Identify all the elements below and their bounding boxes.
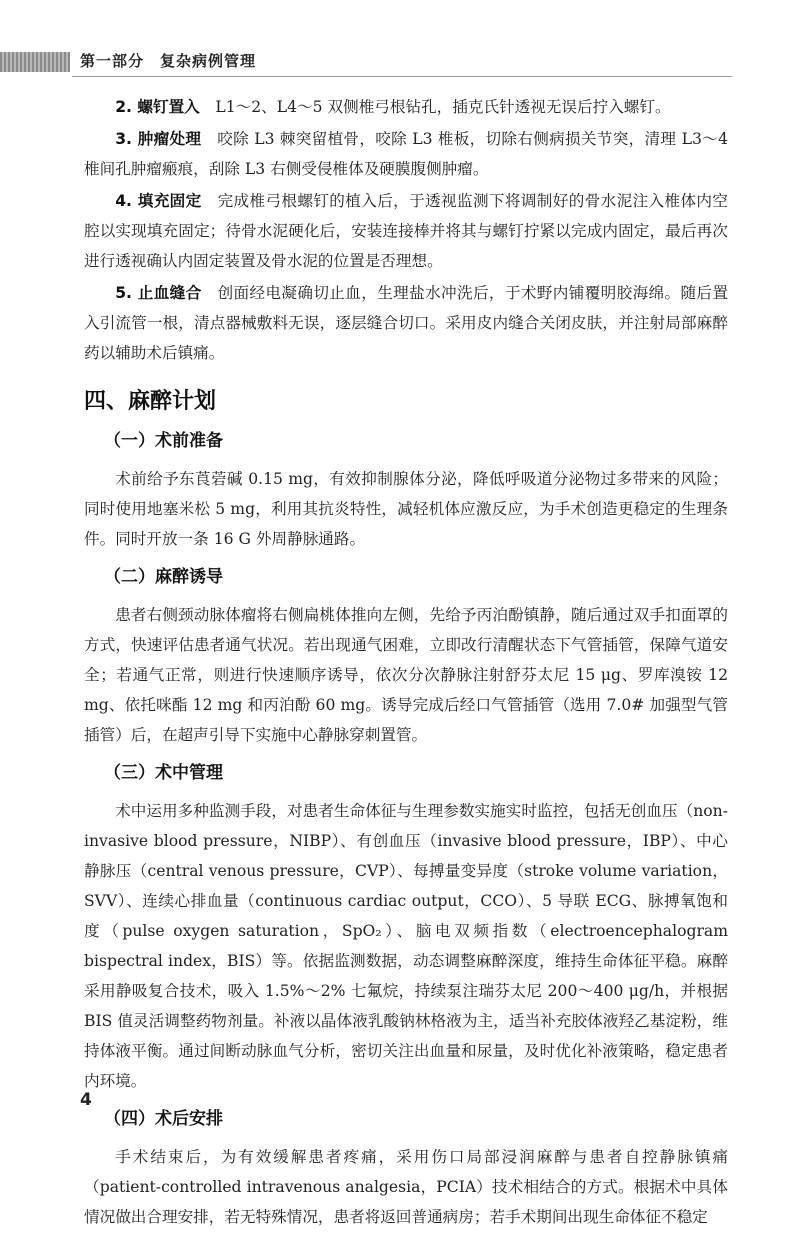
step-lead: 5. 止血缝合 — [115, 284, 202, 302]
section-heading: 四、麻醉计划 — [84, 389, 217, 414]
page-number: 4 — [80, 1090, 92, 1110]
body-paragraph: 手术结束后，为有效缓解患者疼痛，采用伤口局部浸润麻醉与患者自控静脉镇痛（patient-controlled intravenous analgesia，PCIA）技术相结合的方式。根据术中具体情况做出合理安排，若无特殊情况，患者将返回普通病房；若手术期间出现生命体征不稳定 — [84, 1148, 728, 1226]
running-header: 第一部分 复杂病例管理 — [80, 52, 257, 70]
body-paragraph: 患者右侧颈动脉体瘤将右侧扁桃体推向左侧，先给予丙泊酚镇静，随后通过双手扣面罩的方式，快速评估患者通气状况。若出现通气困难，立即改行清醒状态下气管插管，保障气道安全；若通气正常，则进行快速顺序诱导，依次分次静脉注射舒芬太尼 15 μg、罗库溴铵 12 mg、依托咪酯 12 mg 和丙泊酚 60 mg。诱导完成后经口气管插管（选用 7.0# 加强型气管插管）后，在超声引导下实施中心静脉穿刺置管。 — [84, 606, 728, 744]
step-paragraph — [84, 92, 728, 122]
step-lead: 2. 螺钉置入 — [115, 98, 200, 116]
subsection-heading: （三）术中管理 — [104, 763, 223, 783]
step-text: 完成椎弓根螺钉的植入后，于透视监测下将调制好的骨水泥注入椎体内空腔以实现填充固定；待骨水泥硬化后，安装连接棒并将其与螺钉拧紧以完成内固定，最后再次进行透视确认内固定装置及骨水泥的位置是否理想。 — [84, 192, 728, 270]
step-paragraph — [84, 278, 728, 368]
header-rule — [72, 76, 732, 77]
subsection-heading: （四）术后安排 — [104, 1109, 223, 1129]
body-paragraph: 术中运用多种监测手段，对患者生命体征与生理参数实施实时监控，包括无创血压（non-invasive blood pressure，NIBP）、有创血压（invasive blood pressure，IBP）、中心静脉压（central venous pressure，CVP）、每搏量变异度（stroke volume variation，SVV）、连续心排血量（continuous cardiac output，CCO）、5 导联 ECG、脉搏氧饱和度（pulse oxygen saturation，SpO₂）、脑电双频指数（electroencephalogram bispectral index，BIS）等。依据监测数据，动态调整麻醉深度，维持生命体征平稳。麻醉采用静吸复合技术，吸入 1.5%～2% 七氟烷，持续泵注瑞芬太尼 200～400 μg/h，并根据 BIS 值灵活调整药物剂量。补液以晶体液乳酸钠林格液为主，适当补充胶体液羟乙基淀粉，维持体液平衡。通过间断动脉血气分析，密切关注出血量和尿量，及时优化补液策略，稳定患者内环境。 — [84, 802, 728, 1090]
subsection-heading: （一）术前准备 — [104, 431, 223, 451]
subsection-heading: （二）麻醉诱导 — [104, 567, 223, 587]
step-text: L1～2、L4～5 双侧椎弓根钻孔，插克氏针透视无误后拧入螺钉。 — [215, 98, 671, 116]
step-lead: 4. 填充固定 — [115, 192, 202, 210]
step-lead: 3. 肿瘤处理 — [115, 130, 202, 148]
step-text: 创面经电凝确切止血，生理盐水冲洗后，于术野内铺覆明胶海绵。随后置入引流管一根，清点器械敷料无误，逐层缝合切口。采用皮内缝合关闭皮肤，并注射局部麻醉药以辅助术后镇痛。 — [84, 284, 728, 362]
step-paragraph — [84, 124, 728, 184]
page-body — [84, 92, 728, 1234]
step-paragraph — [84, 186, 728, 276]
header-decoration — [0, 52, 70, 72]
step-text: 咬除 L3 棘突留植骨，咬除 L3 椎板，切除右侧病损关节突，清理 L3～4 椎间孔肿瘤瘢痕，刮除 L3 右侧受侵椎体及硬膜腹侧肿瘤。 — [84, 130, 728, 178]
body-paragraph: 术前给予东莨菪碱 0.15 mg，有效抑制腺体分泌，降低呼吸道分泌物过多带来的风险；同时使用地塞米松 5 mg，利用其抗炎特性，减轻机体应激反应，为手术创造更稳定的生理条件。同时开放一条 16 G 外周静脉通路。 — [84, 470, 728, 548]
